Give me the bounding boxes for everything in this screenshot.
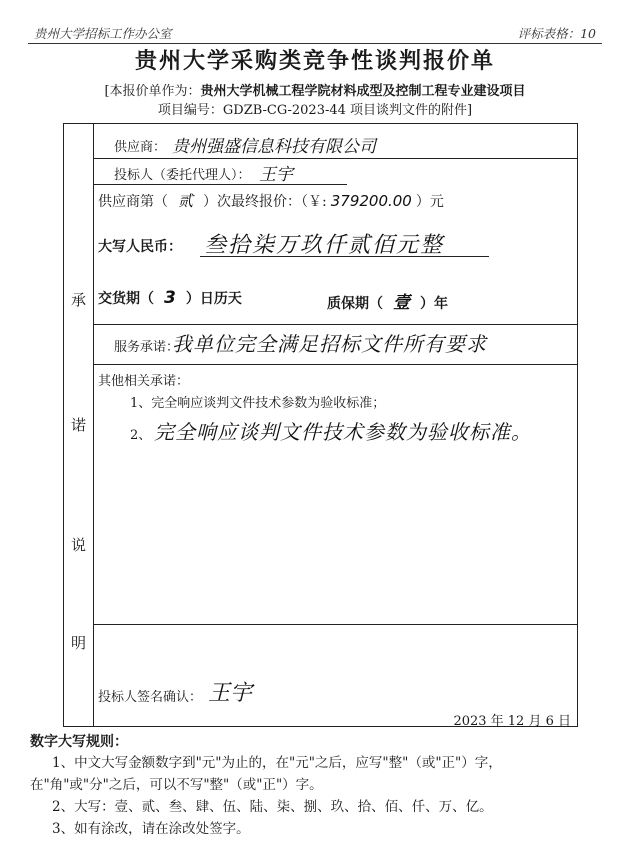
offer-mid: ）次最终报价：（￥: bbox=[203, 194, 327, 210]
delivery-value: 3 bbox=[164, 288, 176, 308]
signature-value: 王宇 bbox=[208, 681, 253, 706]
supplier-label: 供应商： bbox=[114, 140, 167, 155]
warranty-suffix: ）年 bbox=[420, 296, 448, 312]
supplier-value: 贵州强盛信息科技有限公司 bbox=[172, 137, 376, 157]
row-line-3 bbox=[93, 324, 577, 325]
delivery-line bbox=[98, 288, 242, 308]
header-form-number: 评标表格：10 bbox=[517, 26, 596, 41]
delivery-suffix: ）日历天 bbox=[185, 291, 242, 307]
capital-label: 大写人民币： bbox=[98, 239, 182, 255]
side-char-3: 说 bbox=[70, 536, 86, 554]
document-subtitle bbox=[0, 80, 630, 99]
subtitle-prefix: [本报价单作为： bbox=[104, 84, 201, 99]
quote-form bbox=[63, 123, 578, 727]
other-item-2-number: 2、 bbox=[130, 428, 152, 443]
warranty-line bbox=[327, 288, 448, 313]
row-line-5 bbox=[93, 624, 577, 625]
other-label: 其他相关承诺： bbox=[98, 374, 190, 389]
rule-3: 3、如有涂改，请在涂改处签字。 bbox=[52, 821, 250, 837]
side-char-1: 承 bbox=[70, 291, 86, 309]
signature-label: 投标人签名确认： bbox=[98, 690, 203, 705]
row-line-1 bbox=[93, 158, 577, 159]
other-item-2-value: 完全响应谈判文件技术参数为验收标准。 bbox=[154, 420, 532, 444]
rule-1b: 在"角"或"分"之后，可以不写"整"（或"正"）字。 bbox=[30, 777, 323, 793]
bidder-value: 王宇 bbox=[259, 165, 293, 185]
other-item-1: 1、完全响应谈判文件技术参数为验收标准； bbox=[130, 396, 386, 411]
service-value: 我单位完全满足招标文件所有要求 bbox=[172, 332, 487, 356]
subtitle-project: 贵州大学机械工程学院材料成型及控制工程专业建设项目 bbox=[200, 84, 526, 99]
capital-underline bbox=[200, 256, 489, 257]
service-label: 服务承诺： bbox=[114, 340, 180, 355]
row-line-4 bbox=[93, 364, 577, 365]
row-line-2 bbox=[93, 184, 347, 185]
offer-amount: 379200.00 bbox=[330, 192, 412, 210]
date: 2023 年 12 月 6 日 bbox=[453, 714, 571, 729]
warranty-value: 壹 bbox=[393, 293, 410, 313]
rule-1a: 1、中文大写金额数字到"元"为止的，在"元"之后，应写"整"（或"正"）字， bbox=[52, 755, 502, 771]
document-title: 贵州大学采购类竞争性谈判报价单 bbox=[134, 48, 495, 74]
offer-suffix: ）元 bbox=[415, 194, 444, 210]
capital-value: 叁拾柒万玖仟贰佰元整 bbox=[204, 233, 445, 258]
offer-prefix: 供应商第（ bbox=[98, 194, 168, 210]
rule-2: 2、大写：壹、贰、叁、肆、伍、陆、柒、捌、玖、拾、佰、仟、万、亿。 bbox=[52, 799, 493, 815]
side-char-4: 明 bbox=[70, 634, 86, 652]
bidder-label: 投标人（委托代理人）： bbox=[114, 168, 251, 183]
header-office: 贵州大学招标工作办公室 bbox=[34, 26, 172, 41]
offer-round: 贰 bbox=[178, 192, 194, 210]
offer-line bbox=[98, 190, 444, 211]
rules-title: 数字大写规则： bbox=[30, 734, 128, 750]
side-char-2: 诺 bbox=[70, 416, 86, 434]
delivery-prefix: 交货期（ bbox=[98, 291, 154, 307]
warranty-prefix: 质保期（ bbox=[327, 296, 383, 312]
side-column-divider bbox=[93, 124, 94, 726]
project-number-line: 项目编号：GDZB-CG-2023-44 项目谈判文件的附件] bbox=[157, 103, 473, 118]
